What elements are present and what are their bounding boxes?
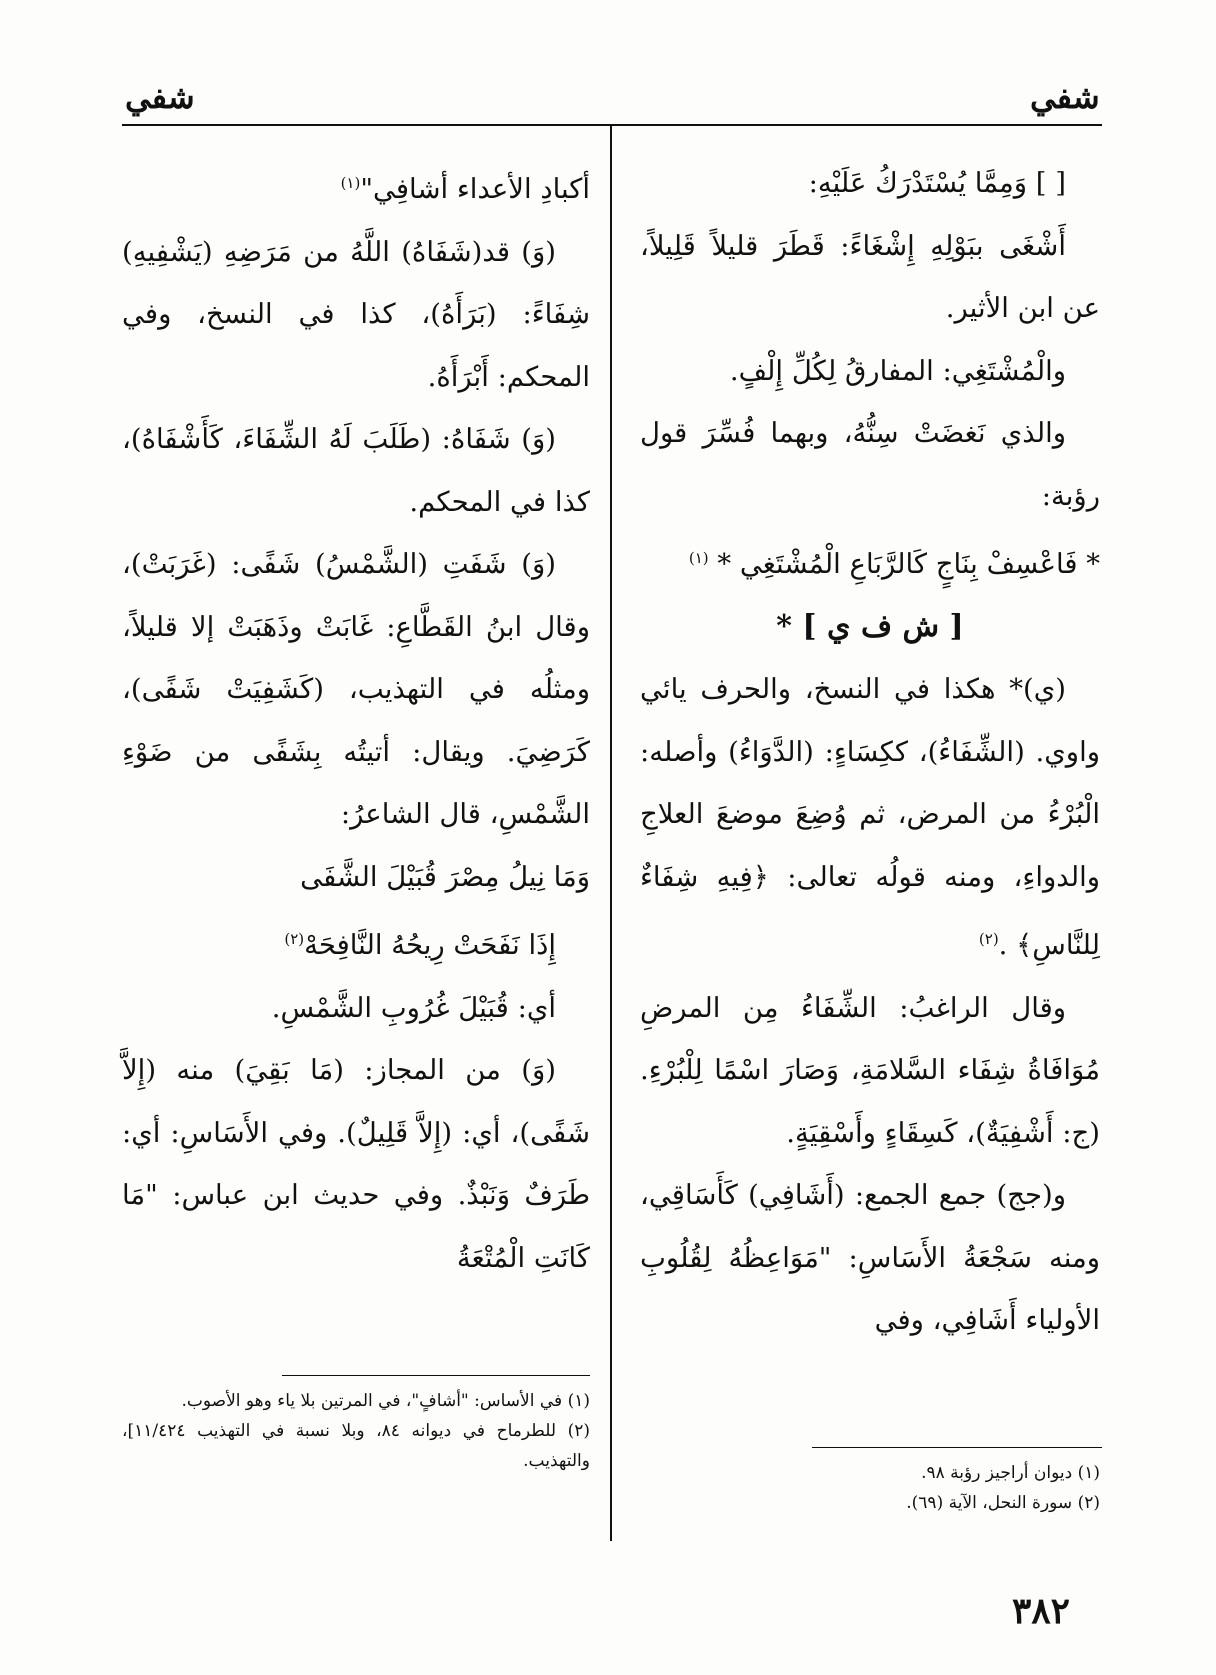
header-rule — [122, 124, 1102, 126]
footnote: (٢) للطرماح في ديوانه ٨٤، وبلا نسبة في التهذيب ١١/٤٢٤]، والتهذيب. — [122, 1421, 590, 1471]
entry-paragraph: و(جج) جمع الجمع: (أَشَافِي) كَأَسَاقِي، ومنه سَجْعَةُ الأَسَاسِ: "مَوَاعِظُهُ لِقُلُوبِ الأولياء أَشَافِي، وفي — [640, 1179, 1100, 1337]
right-column — [640, 152, 1100, 1352]
footnote-rule — [812, 1447, 1102, 1448]
root-headword: [ ش ف ي ] * — [776, 608, 964, 644]
entry-paragraph: (وَ) من المجاز: (مَا بَقِيَ) منه (إِلاَّ شَفًى)، أي: (إِلاَّ قَلِيلٌ). وفي الأَسَاسِ: أي: طَرَفٌ وَنَبْذٌ. وفي حديث ابن عباس: "مَا كَانَتِ الْمُتْعَةُ — [122, 1054, 590, 1274]
verse-text: * فَاعْسِفْ بِنَاجٍ كَالرَّبَاعِ الْمُشْتَغِي * — [708, 548, 1100, 581]
column-divider — [610, 126, 612, 1541]
verse-line: وَمَا نِيلُ مِصْرَ قُبَيْلَ الشَّفَى — [300, 860, 590, 893]
footnote-ref: (٢) — [978, 930, 999, 949]
entry-paragraph: أي: قُبَيْلَ غُرُوبِ الشَّمْسِ. — [271, 991, 556, 1024]
entry-paragraph: (وَ) شَفَتِ (الشَّمْسُ) شَفًى: (غَرَبَتْ)، وقال ابنُ القَطَّاعِ: غَابَتْ وذَهَبَتْ إلا قليلاً، ومثلُه في التهذيب، (كَشَفِيَتْ شَفًى)، كَرَضِيَ. ويقال: أتيتُه بِشَفًى من ضَوْءِ الشَّمْسِ، قال الشاعرُ: — [122, 548, 590, 831]
entry-paragraph: والْمُشْتَغِي: المفارقُ لِكُلِّ إِلْفٍ. — [729, 354, 1066, 387]
verse-text: إِذَا نَفَحَتْ رِيحُهُ النَّافِحَهْ — [304, 929, 556, 962]
footnote: (١) في الأساس: "أشافٍ"، في المرتين بلا ياء وهو الأصوب. — [181, 1391, 590, 1411]
footnotes-left — [122, 1386, 590, 1476]
entry-text: (ي)* هكذا في النسخ، والحرف يائي واوي. (الشِّفَاءُ)، ككِسَاءٍ: (الدَّوَاءُ) وأصله: الْبُرْءُ من المرض، ثم وُضِعَ موضعَ العلاجِ والدواءِ، ومنه قولُه تعالى: ﴿فِيهِ شِفَاءٌ لِلنَّاسِ﴾ . — [640, 673, 1100, 962]
footnote: (١) ديوان أراجيز رؤبة ٩٨. — [921, 1463, 1100, 1483]
footnote-ref: (١) — [340, 174, 361, 192]
entry-paragraph: (وَ) شَفَاهُ: (طَلَبَ لَهُ الشِّفَاءَ، كَأَشْفَاهُ)، كذا في المحكم. — [122, 423, 590, 518]
footnote: (٢) سورة النحل، الآية (٦٩). — [906, 1493, 1100, 1513]
entry-paragraph: والذي نَغضَتْ سِنُّهُ، وبهما فُسِّرَ قول رؤبة: — [640, 417, 1100, 512]
entry-paragraph — [122, 152, 590, 221]
entry-paragraph — [640, 658, 1100, 977]
entry-paragraph: أَشْغَى ببَوْلِهِ إِشْغَاءً: قَطَرَ قليلاً قَلِيلاً، عن ابن الأثير. — [640, 229, 1100, 324]
entry-paragraph: (وَ) قد(شَفَاهُ) اللَّهُ من مَرَضِهِ (يَشْفِيهِ) شِفَاءً: (بَرَأَهُ)، كذا في النسخ، وفي المحكم: أَبْرَأَهُ. — [122, 235, 590, 393]
verse-line — [122, 908, 590, 977]
entry-paragraph: وقال الراغبُ: الشِّفَاءُ مِن المرضِ مُوَافَاةُ شِفَاء السَّلامَةِ، وَصَارَ اسْمًا لِلْبُرْءِ. (ج: أَشْفِيَةٌ)، كَسِقَاءٍ وأَسْقِيَةٍ. — [640, 991, 1100, 1149]
left-column — [122, 152, 590, 1289]
addendum-heading: [ ] وَمِمَّا يُسْتَدْرَكُ عَلَيْهِ: — [808, 167, 1066, 199]
footnotes-right — [640, 1458, 1100, 1518]
entry-text: أكبادِ الأعداء أشافِي" — [360, 173, 590, 206]
running-head-right: شفي — [1030, 78, 1100, 116]
running-head-left: شفي — [125, 78, 195, 116]
footnote-rule — [282, 1375, 590, 1376]
verse-line — [640, 527, 1100, 596]
page-number: ٣٨٢ — [1012, 1590, 1071, 1632]
footnote-ref: (٢) — [284, 930, 305, 949]
footnote-ref: (١) — [688, 549, 709, 567]
